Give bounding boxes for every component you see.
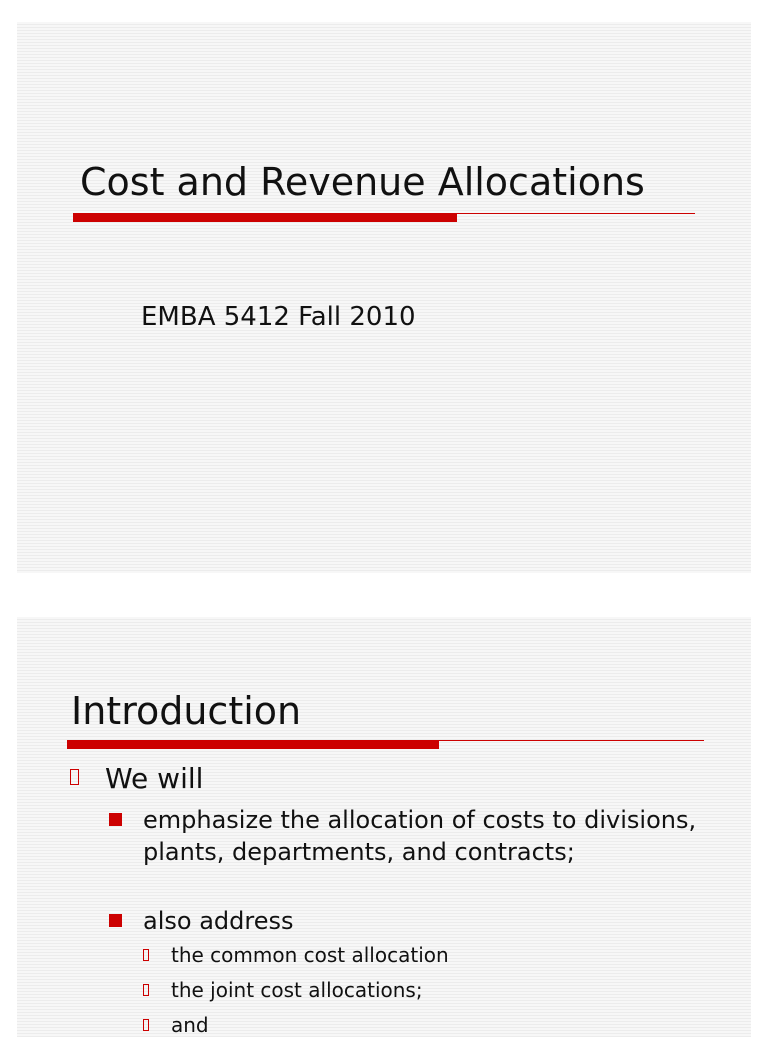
- hollow-square-bullet-icon: [70, 769, 79, 785]
- filled-square-bullet-icon: [109, 914, 122, 927]
- hollow-square-bullet-icon: [143, 984, 149, 996]
- bullet-level-2: [109, 905, 729, 937]
- slide-title: [17, 22, 751, 573]
- slide-subtitle: EMBA 5412 Fall 2010: [141, 302, 416, 332]
- hollow-square-bullet-icon: [143, 1019, 149, 1031]
- bullet-level-2: [109, 804, 729, 904]
- title-underline-thick: [73, 214, 457, 222]
- bullet-level-1: [70, 762, 203, 795]
- bullet-text: and: [171, 1013, 209, 1037]
- bullet-level-3: [143, 978, 423, 1002]
- slide-heading: Introduction: [71, 689, 302, 733]
- bullet-level-3: [143, 1013, 209, 1037]
- heading-underline-thick: [67, 741, 439, 749]
- title-underline-thin: [73, 213, 695, 214]
- bullet-text: also address: [143, 907, 294, 935]
- bullet-text: emphasize the allocation of costs to divisions, plants, departments, and contracts;: [143, 806, 697, 866]
- bullet-level-3: [143, 943, 449, 967]
- bullet-text: the joint cost allocations;: [171, 978, 423, 1002]
- hollow-square-bullet-icon: [143, 949, 149, 961]
- bullet-text: We will: [105, 762, 204, 795]
- bullet-text: the common cost allocation: [171, 943, 449, 967]
- slide-title-heading: Cost and Revenue Allocations: [80, 160, 645, 204]
- slide-introduction: [17, 617, 751, 1037]
- heading-underline-thin: [67, 740, 704, 741]
- filled-square-bullet-icon: [109, 813, 122, 826]
